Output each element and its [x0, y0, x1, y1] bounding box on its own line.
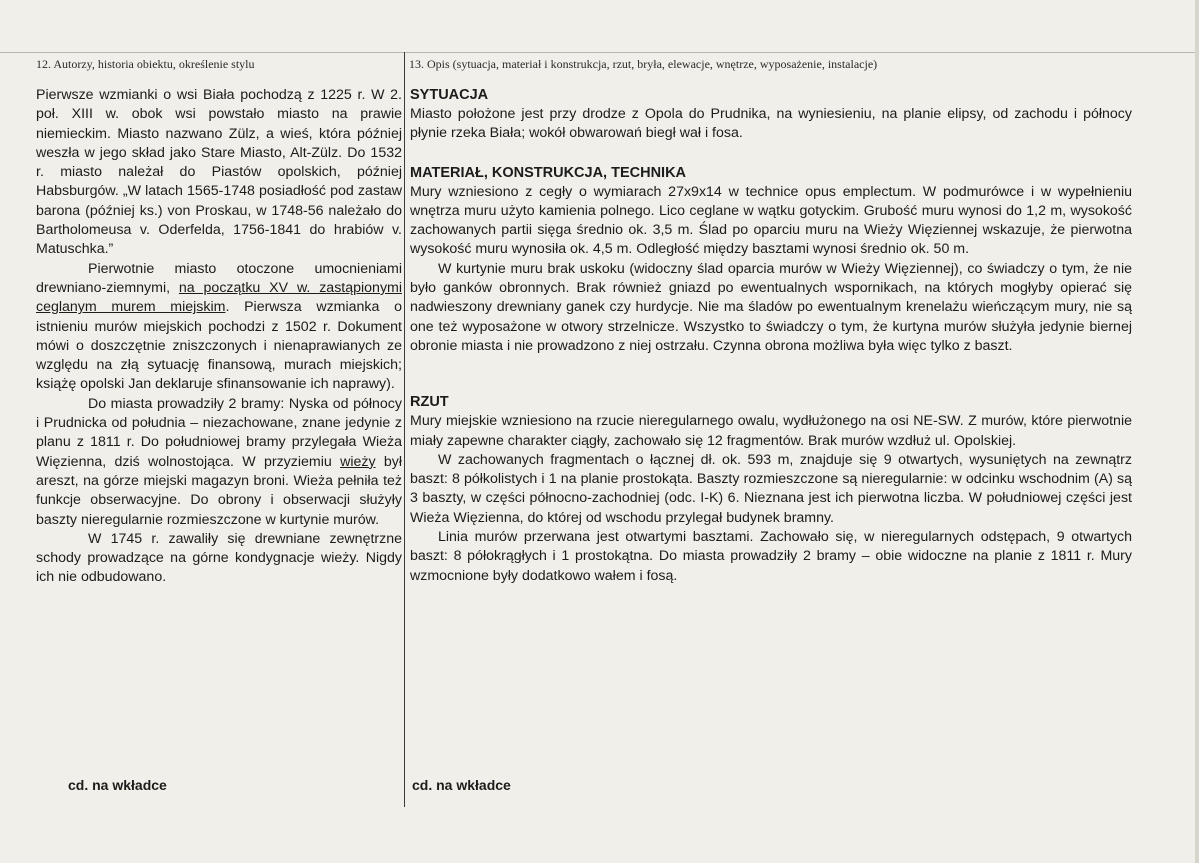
description-column	[410, 86, 1132, 586]
rzut-paragraph-1: Mury miejskie wzniesiono na rzucie nieregularnego owalu, wydłużonego na osi NE-SW. Z murów, które pierwotnie miały zapewne charakter ciągły, zachowało się 12 fragmentów. Brak murów wzdłuż ul. Opolskiej.	[410, 413, 1132, 449]
underlined-phrase-wall: na początku XV w. zastąpionymi ceglanym murem miejskim	[36, 279, 403, 316]
column-divider	[404, 52, 405, 807]
history-column	[36, 86, 402, 588]
history-paragraph-2	[36, 260, 402, 395]
continued-note-right: cd. na wkładce	[412, 777, 511, 793]
page-edge	[1195, 0, 1199, 863]
header-rule	[0, 52, 1199, 53]
section-title-sytuacja: SYTUACJA	[410, 87, 489, 103]
history-paragraph-3	[36, 395, 402, 530]
history-paragraph-2-text-a: Pierwotnie miasto otoczone umocnieniami drewniano-ziemnymi,	[36, 260, 402, 296]
history-paragraph-3-text-a: Do miasta prowadziły 2 bramy: Nyska od północy i Prudnicka od południa – niezachowane, znane jedynie z planu z 1811 r. Do południowej bramy przylegała Wieża Więzienna, dziś wolnostojąca. W przyziemiu	[36, 395, 402, 470]
material-paragraph-2: W kurtynie muru brak uskoku (widoczny ślad oparcia murów w Wieży Więziennej), co świadczy o tym, że nie było ganków obronnych. Brak również gniazd po ewentualnych wspornikach, na których mogłyby opierać się nadwieszony drewniany ganek czy hurdycje. Nie ma śladów po ewentualnym krenelażu wieńczącym mury, nie są one też wyposażone w otwory strzelnicze. Wszystko to świadczy o tym, że kurtyna murów służyła jedynie biernej obronie miasta i nie prowadzono z niej ostrzału. Czynna obrona możliwa była więc tylko z baszt.	[410, 260, 1132, 354]
history-paragraph-4: W 1745 r. zawaliły się drewniane zewnętrzne schody prowadzące na górne kondygnacje wieży. Nigdy ich nie odbudowano.	[36, 530, 402, 586]
underlined-word-tower: wieży	[340, 453, 376, 470]
material-paragraph-1: Mury wzniesiono z cegły o wymiarach 27x9x14 w technice opus emplectum. W podmurówce i w wypełnieniu wnętrza muru użyto kamienia polnego. Lico ceglane w wątku gotyckim. Grubość muru wynosi do 1,2 m, wysokość zachowanych partii sięga średnio ok. 3,5 m. Ślad po oparciu muru na Wieży Więziennej wskazuje, że pierwotna wysokość muru wynosiła ok. 4,5 m. Odległość między basztami wynosi średnio ok. 50 m.	[410, 183, 1132, 258]
history-paragraph-2-text-b: . Pierwsza wzmianka o istnieniu murów miejskich pochodzi z 1502 r. Dokument mówi o doszczętnie zniszczonych i nienaprawianych ze względu na złą sytuację finansową, murach miejskich; książę opolski Jan deklaruje sfinansowanie ich naprawy).	[36, 299, 402, 393]
section-title-material: MATERIAŁ, KONSTRUKCJA, TECHNIKA	[410, 164, 687, 181]
section-sytuacja	[410, 86, 1132, 144]
section-rzut	[410, 393, 1132, 586]
rzut-paragraph-3: Linia murów przerwana jest otwartymi basztami. Zachowało się, w nieregularnych odstępach, 9 otwartych baszt: 8 półokrągłych i 1 prostokątna. Do miasta prowadziły 2 bramy – obie widoczne na planie z 1811 r. Mury wzmocnione były dodatkowo wałem i fosą.	[410, 529, 1132, 584]
rzut-paragraph-2: W zachowanych fragmentach o łącznej dł. ok. 593 m, znajduje się 9 otwartych, wysuniętych na zewnątrz baszt: 8 półkolistych i 1 na planie prostokąta. Baszty rozmieszczone są nieregularnie: w odcinku wschodnim (A) są 3 baszty, w części północno-zachodniej (odc. I-K) 6. Nieznana jest ich pierwotna liczba. W południowej części jest Wieża Więzienna, do której od wschodu przylegał budynek bramny.	[410, 451, 1132, 526]
sytuacja-paragraph-1: Miasto położone jest przy drodze z Opola do Prudnika, na wyniesieniu, na planie elipsy, od zachodu i północy płynie rzeka Biała; wokół obwarowań biegł wał i fosa.	[410, 106, 1132, 142]
left-column-header: 12. Autorzy, historia obiektu, określenie stylu	[36, 57, 255, 71]
right-column-header: 13. Opis (sytuacja, materiał i konstrukcja, rzut, bryła, elewacje, wnętrze, wyposażenie, instalacje)	[409, 57, 878, 71]
section-title-rzut: RZUT	[410, 394, 449, 411]
history-paragraph-3-text-b: był areszt, na górze miejski magazyn broni. Wieża pełniła też funkcje obserwacyjne. Do obrony i obserwacji służyły baszty nieregularnie rozmieszczone w kurtynie murów.	[36, 453, 402, 528]
history-paragraph-1: Pierwsze wzmianki o wsi Biała pochodzą z 1225 r. W 2. poł. XIII w. obok wsi powstało miasto na prawie niemieckim. Miasto nazwano Zülz, a wieś, która później weszła w jego skład jako Stare Miasto, Alt-Zülz. Do 1532 r. miasto należał do Piastów opolskich, później Habsburgów. „W latach 1565-1748 posiadłość pod zastaw barona (później ks.) von Proskau, w 1748-56 należało do Bartholomeusa v. Oderfelda, 1756-1841 do hrabiów v. Matuschka.”	[36, 87, 402, 258]
section-material	[410, 164, 1132, 357]
continued-note-left: cd. na wkładce	[68, 777, 167, 793]
